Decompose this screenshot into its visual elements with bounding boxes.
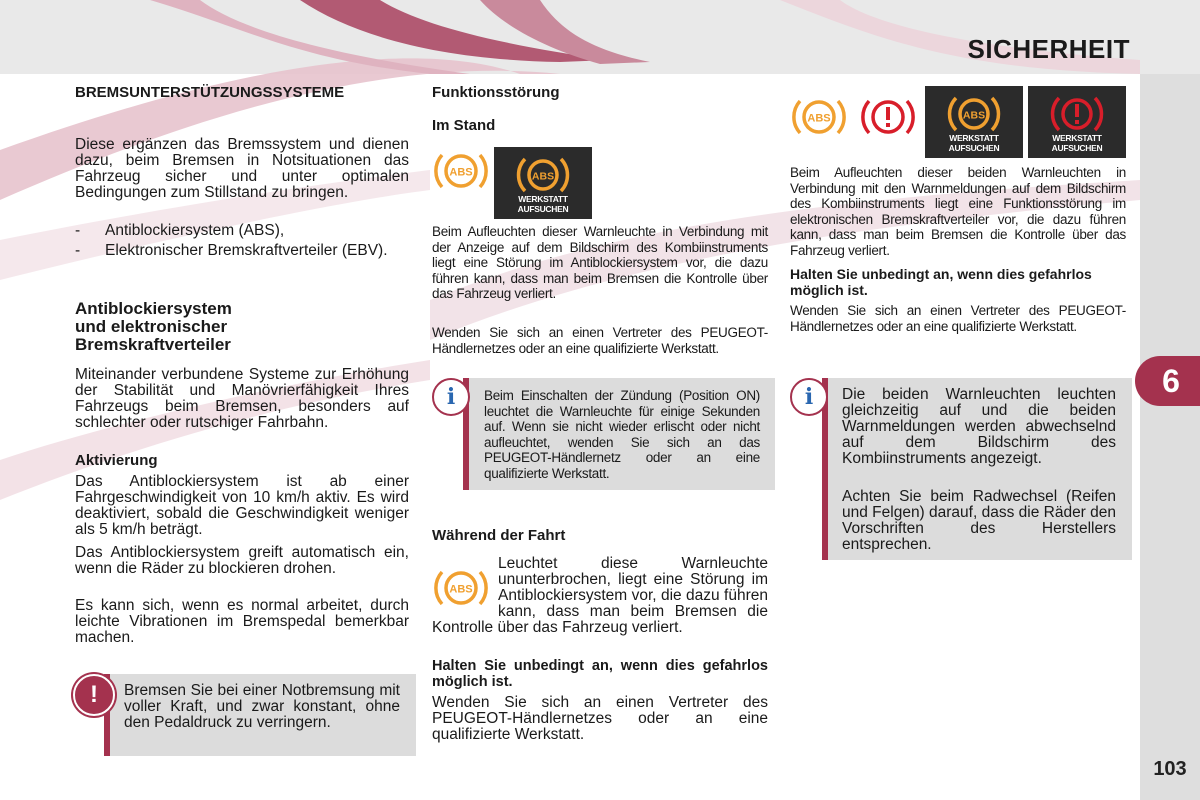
svg-text:ABS: ABS — [449, 166, 473, 179]
section-heading-abs-ebv: Antiblockiersystem und elektronischer Bremskraftverteiler — [75, 299, 232, 354]
standing-paragraph-2: Wenden Sie sich an einen Vertreter des PEUGEOT-Händlernetzes oder an eine qualifizierte Werkstatt. — [432, 325, 768, 356]
section-heading-brake-assist: BREMSUNTERSTÜTZUNGSSYSTEME — [75, 84, 345, 101]
driving-paragraph-2: Wenden Sie sich an einen Vertreter des PEUGEOT-Händlernetzes oder an eine qualifizierte Werkstatt. — [432, 694, 768, 743]
list-item: - Elektronischer Bremskraftverteiler (EBV). — [75, 242, 388, 259]
abs-warning-icon — [433, 146, 489, 196]
ebv-stop-instruction: Halten Sie unbedingt an, wenn dies gefahrlos möglich ist. — [790, 266, 1092, 298]
list-item: - Antiblockiersystem (ABS), — [75, 222, 285, 239]
abs-warning-icon — [791, 92, 847, 142]
intro-paragraph: Diese ergänzen das Bremssystem und dienen dazu, beim Bremsen in Notsituationen das Fahrzeug sicher und unter optimalen Bedingungen zum Stillstand zu bringen. — [75, 136, 409, 201]
info-note-paragraph-2: Achten Sie beim Radwechsel (Reifen und Felgen) darauf, dass die Räder den Vorschriften des Herstellers entsprechen. — [842, 488, 1117, 553]
activation-heading: Aktivierung — [75, 452, 158, 469]
brake-warning-icon — [860, 92, 916, 142]
brake-warning-icon — [1049, 90, 1105, 138]
activation-paragraph-1: Das Antiblockiersystem ist ab einer Fahrgeschwindigkeit von 10 km/h aktiv. Es wird deaktiviert, sobald die Geschwindigkeit weniger als 5 km/h beträgt. — [75, 473, 409, 538]
abs-warning-icon — [433, 563, 489, 613]
warning-note-text: Bremsen Sie bei einer Notbremsung mit voller Kraft, und zwar konstant, ohne den Pedaldruck zu verringern. — [124, 682, 400, 731]
cluster-screen-abs — [925, 86, 1023, 158]
chapter-tab[interactable]: 6 — [1135, 356, 1200, 406]
activation-paragraph-2: Das Antiblockiersystem greift automatisch ein, wenn die Räder zu blockieren drohen. — [75, 544, 409, 577]
screen-message: WERKSTATT AUFSUCHEN — [948, 133, 1000, 153]
screen-message: WERKSTATT AUFSUCHEN — [517, 194, 569, 214]
system-list — [75, 223, 409, 259]
abs-warning-icon — [515, 151, 571, 199]
svg-text:ABS: ABS — [807, 112, 831, 125]
cluster-screen-brake — [1028, 86, 1126, 158]
standing-paragraph-1: Beim Aufleuchten dieser Warnleuchte in Verbindung mit der Anzeige auf dem Bildschirm des Kombiinstruments liegt eine Störung im Antiblockiersystem vor, die dazu führen kann, dass man beim Bremsen die Kontrolle über das Fahrzeug verliert. — [432, 224, 768, 301]
svg-text:ABS: ABS — [449, 583, 473, 596]
ebv-paragraph-2: Wenden Sie sich an einen Vertreter des PEUGEOT-Händlernetzes oder an eine qualifizierte Werkstatt. — [790, 303, 1126, 334]
malfunction-heading: Funktionsstörung — [432, 84, 560, 101]
info-icon: i — [790, 378, 828, 416]
svg-text:ABS: ABS — [962, 109, 986, 122]
page-title: SICHERHEIT — [967, 34, 1130, 64]
standing-subheading: Im Stand — [432, 117, 496, 134]
info-icon: i — [432, 378, 470, 416]
info-note-text: Beim Einschalten der Zündung (Position ON) leuchtet die Warnleuchte für einige Sekunden auf. Wenn sie nicht wieder erlischt oder nicht aufleuchtet, wenden Sie sich an das PEUGEOT-Händlernetz oder an eine qualifizierte Werkstatt. — [484, 388, 760, 481]
svg-text:ABS: ABS — [531, 170, 555, 183]
abs-ebv-description: Miteinander verbundene Systeme zur Erhöhung der Stabilität und Manövrierfähigkeit Ihres Fahrzeugs beim Bremsen, besonders auf schlechter oder rutschiger Fahrbahn. — [75, 366, 409, 431]
driving-stop-instruction: Halten Sie unbedingt an, wenn dies gefahrlos möglich ist. — [432, 658, 768, 690]
sidebar — [1140, 74, 1200, 800]
driving-paragraph-1: Leuchtet diese Warnleuchte ununterbrochen, liegt eine Störung im Antiblockiersystem vor, die dazu führen kann, dass man beim Bremsen die Kontrolle über das Fahrzeug verliert. — [432, 555, 768, 636]
abs-warning-icon — [946, 90, 1002, 138]
exclamation-icon: ! — [73, 674, 115, 716]
ebv-paragraph-1: Beim Aufleuchten dieser beiden Warnleuchten in Verbindung mit den Warnmeldungen auf dem Bildschirm des Kombiinstruments liegt eine Funktionsstörung im elektronischen Bremskraftverteiler vor, die dazu führen kann, dass man beim Bremsen die Kontrolle über das Fahrzeug verliert. — [790, 165, 1126, 258]
activation-paragraph-3: Es kann sich, wenn es normal arbeitet, durch leichte Vibrationen im Bremspedal bemerkbar machen. — [75, 597, 409, 646]
info-note-paragraph-1: Die beiden Warnleuchten leuchten gleichzeitig auf und die beiden Warnmeldungen werden abwechselnd auf dem Bildschirm des Kombiinstruments angezeigt. — [842, 386, 1116, 467]
page-number: 103 — [1153, 758, 1187, 780]
driving-subheading: Während der Fahrt — [432, 527, 566, 544]
screen-message: WERKSTATT AUFSUCHEN — [1051, 133, 1103, 153]
cluster-screen — [494, 147, 592, 219]
